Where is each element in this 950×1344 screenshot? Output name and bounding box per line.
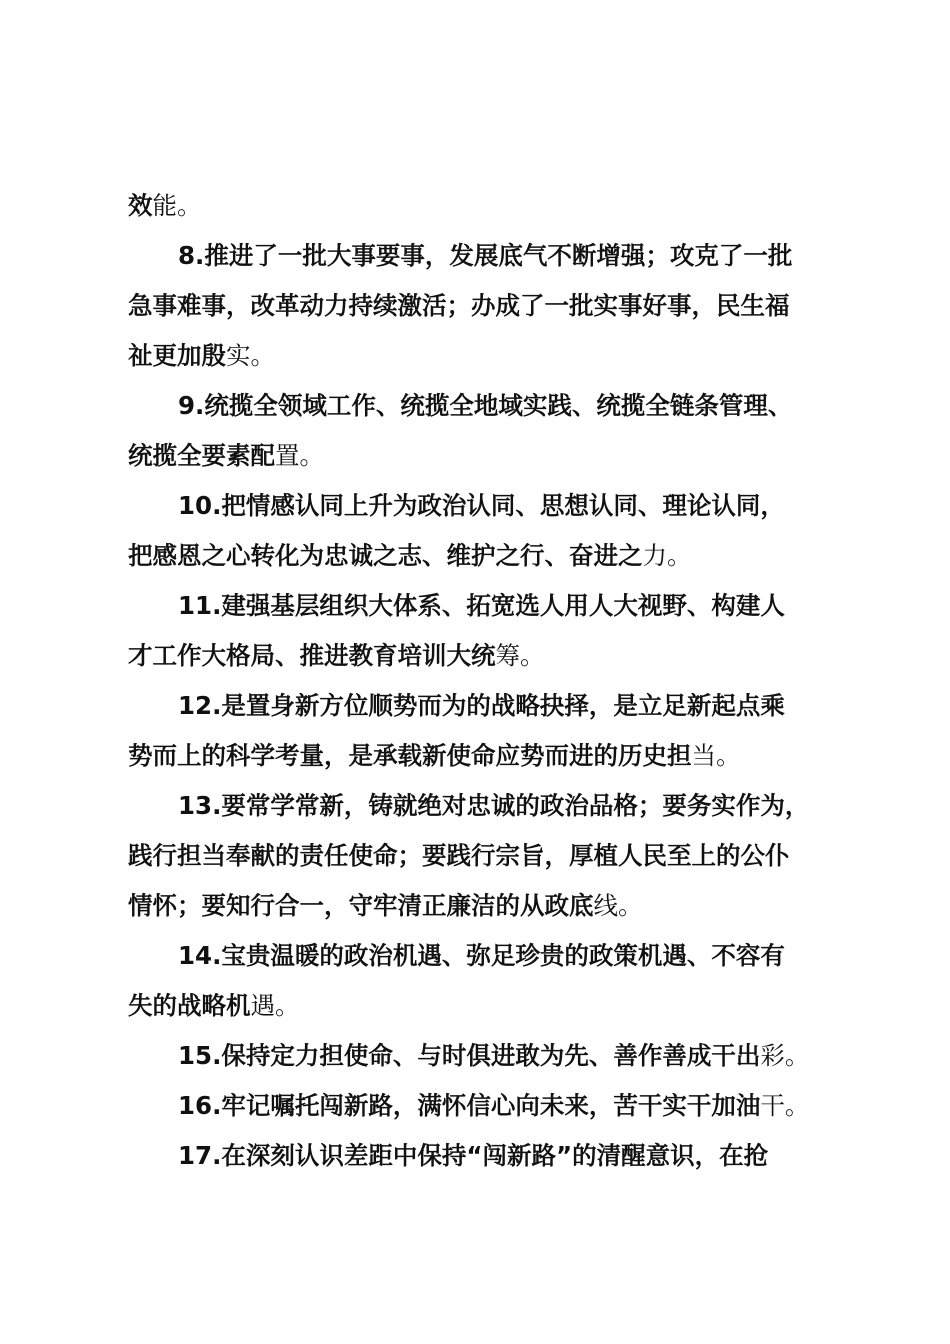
text-line: 15.保持定力担使命、与时俱进敢为先、善作善成干出彩。: [178, 1041, 810, 1070]
paragraph-12: [128, 681, 840, 781]
text-line: 才工作大格局、推进教育培训大统筹。: [128, 641, 545, 670]
paragraph-10: [128, 481, 840, 581]
text-line: 10.把情感认同上升为政治认同、思想认同、理论认同，: [178, 491, 785, 520]
text-line: 11.建强基层组织大体系、拓宽选人用人大视野、构建人: [178, 591, 785, 620]
paragraph-17: [128, 1131, 840, 1181]
text-line: 践行担当奉献的责任使命；要践行宗旨，厚植人民至上的公仆: [128, 841, 790, 870]
paragraph-9: [128, 381, 840, 481]
paragraph-13: [128, 781, 840, 931]
text-line: 8.推进了一批大事要事，发展底气不断增强；攻克了一批: [178, 241, 793, 270]
text-line: 效能。: [128, 191, 202, 220]
text-line: 祉更加殷实。: [128, 341, 275, 370]
text-line: 14.宝贵温暖的政治机遇、弥足珍贵的政策机遇、不容有: [178, 941, 785, 970]
text-line: 16.牢记嘱托闯新路，满怀信心向未来，苦干实干加油干。: [178, 1091, 810, 1120]
paragraph-continuation: [128, 181, 840, 231]
text-line: 12.是置身新方位顺势而为的战略抉择，是立足新起点乘: [178, 691, 785, 720]
paragraph-8: [128, 231, 840, 381]
text-line: 13.要常学常新，铸就绝对忠诚的政治品格；要务实作为，: [178, 791, 810, 820]
text-line: 急事难事，改革动力持续激活；办成了一批实事好事，民生福: [128, 291, 790, 320]
text-line: 17.在深刻认识差距中保持“闯新路”的清醒意识，在抢: [178, 1141, 769, 1170]
text-line: 统揽全要素配置。: [128, 441, 324, 470]
paragraph-11: [128, 581, 840, 681]
paragraph-16: [128, 1081, 840, 1131]
paragraph-15: [128, 1031, 840, 1081]
text-line: 失的战略机遇。: [128, 991, 300, 1020]
text-line: 情怀；要知行合一，守牢清正廉洁的从政底线。: [128, 891, 643, 920]
document-body: [128, 181, 840, 1181]
paragraph-14: [128, 931, 840, 1031]
text-line: 把感恩之心转化为忠诚之志、维护之行、奋进之力。: [128, 541, 692, 570]
text-line: 势而上的科学考量，是承载新使命应势而进的历史担当。: [128, 741, 741, 770]
text-line: 9.统揽全领域工作、统揽全地域实践、统揽全链条管理、: [178, 391, 793, 420]
